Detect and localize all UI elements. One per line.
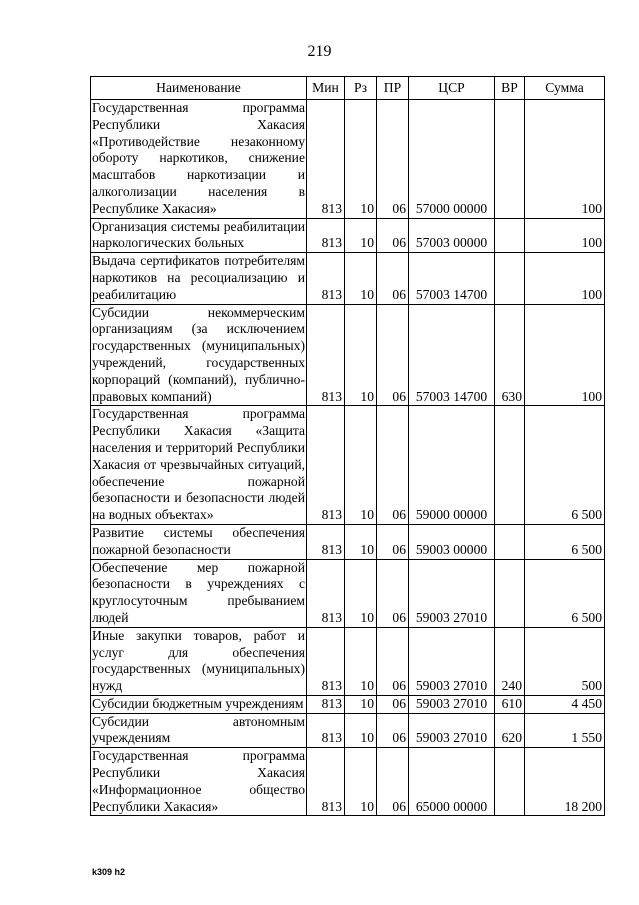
row-sum: 500 <box>525 627 605 695</box>
row-rz: 10 <box>345 713 377 748</box>
row-csr: 57003 00000 <box>409 218 495 253</box>
table-row <box>91 627 605 695</box>
row-pr: 06 <box>377 218 409 253</box>
footer-code: k309 h2 <box>92 867 126 877</box>
row-vr: 630 <box>495 304 525 406</box>
column-header-sum: Сумма <box>525 77 605 100</box>
table-header-row <box>91 77 605 100</box>
row-name: Субсидии автономным учреждениям <box>91 713 307 748</box>
page-number: 219 <box>307 43 332 60</box>
row-rz: 10 <box>345 559 377 627</box>
row-min: 813 <box>307 559 345 627</box>
row-sum: 100 <box>525 304 605 406</box>
row-pr: 06 <box>377 695 409 713</box>
row-sum: 6 500 <box>525 559 605 627</box>
row-name: Организация системы реабилитации наркологических больных <box>91 218 307 253</box>
row-vr: 610 <box>495 695 525 713</box>
row-pr: 06 <box>377 713 409 748</box>
row-csr: 59003 00000 <box>409 524 495 559</box>
row-name: Развитие системы обеспечения пожарной безопасности <box>91 524 307 559</box>
row-sum: 100 <box>525 100 605 219</box>
row-csr: 59000 00000 <box>409 406 495 525</box>
row-pr: 06 <box>377 100 409 219</box>
row-min: 813 <box>307 748 345 816</box>
column-header-min: Мин <box>307 77 345 100</box>
table-row <box>91 406 605 525</box>
row-csr: 57003 14700 <box>409 304 495 406</box>
row-min: 813 <box>307 695 345 713</box>
row-rz: 10 <box>345 406 377 525</box>
row-csr: 59003 27010 <box>409 695 495 713</box>
row-pr: 06 <box>377 524 409 559</box>
row-vr <box>495 100 525 219</box>
table-row <box>91 695 605 713</box>
row-name: Государственная программа Республики Хакасия «Противодействие незаконному обороту наркотиков, снижение масштабов наркотизации и алкоголизации населения в Республике Хакасия» <box>91 100 307 219</box>
row-min: 813 <box>307 218 345 253</box>
row-pr: 06 <box>377 748 409 816</box>
row-csr: 59003 27010 <box>409 559 495 627</box>
table-row <box>91 559 605 627</box>
row-vr: 240 <box>495 627 525 695</box>
row-pr: 06 <box>377 406 409 525</box>
row-rz: 10 <box>345 218 377 253</box>
row-sum: 4 450 <box>525 695 605 713</box>
row-pr: 06 <box>377 559 409 627</box>
row-rz: 10 <box>345 695 377 713</box>
row-vr <box>495 218 525 253</box>
table-row <box>91 218 605 253</box>
row-csr: 65000 00000 <box>409 748 495 816</box>
row-pr: 06 <box>377 253 409 304</box>
table-row <box>91 748 605 816</box>
row-vr <box>495 406 525 525</box>
row-sum: 100 <box>525 253 605 304</box>
row-name: Выдача сертификатов потребителям наркотиков на ресоциализацию и реабилитацию <box>91 253 307 304</box>
row-name: Обеспечение мер пожарной безопасности в учреждениях с круглосуточным пребыванием людей <box>91 559 307 627</box>
column-header-vr: ВР <box>495 77 525 100</box>
row-rz: 10 <box>345 253 377 304</box>
row-min: 813 <box>307 304 345 406</box>
row-name: Государственная программа Республики Хакасия «Защита населения и территорий Республики Хакасия от чрезвычайных ситуаций, обеспечение пожарной безопасности и безопасности людей на водных объектах» <box>91 406 307 525</box>
row-vr <box>495 748 525 816</box>
row-vr <box>495 524 525 559</box>
row-min: 813 <box>307 100 345 219</box>
row-rz: 10 <box>345 304 377 406</box>
column-header-csr: ЦСР <box>409 77 495 100</box>
row-min: 813 <box>307 627 345 695</box>
row-rz: 10 <box>345 524 377 559</box>
row-sum: 6 500 <box>525 406 605 525</box>
table-row <box>91 713 605 748</box>
column-header-pr: ПР <box>377 77 409 100</box>
row-csr: 57003 14700 <box>409 253 495 304</box>
row-rz: 10 <box>345 100 377 219</box>
row-csr: 57000 00000 <box>409 100 495 219</box>
row-min: 813 <box>307 713 345 748</box>
table-row <box>91 304 605 406</box>
row-name: Государственная программа Республики Хакасия «Информационное общество Республики Хакасия» <box>91 748 307 816</box>
row-vr <box>495 559 525 627</box>
table-row <box>91 524 605 559</box>
row-name: Субсидии бюджетным учреждениям <box>91 695 307 713</box>
budget-table <box>90 76 605 816</box>
row-sum: 18 200 <box>525 748 605 816</box>
row-pr: 06 <box>377 627 409 695</box>
row-sum: 100 <box>525 218 605 253</box>
row-min: 813 <box>307 524 345 559</box>
row-min: 813 <box>307 253 345 304</box>
table-row <box>91 253 605 304</box>
row-sum: 6 500 <box>525 524 605 559</box>
row-min: 813 <box>307 406 345 525</box>
row-name: Субсидии некоммерческим организациям (за исключением государственных (муниципальных) учреждений, государственных корпораций (компаний), публично-правовых компаний) <box>91 304 307 406</box>
table-row <box>91 100 605 219</box>
row-csr: 59003 27010 <box>409 627 495 695</box>
row-rz: 10 <box>345 748 377 816</box>
column-header-name: Наименование <box>91 77 307 100</box>
column-header-rz: Рз <box>345 77 377 100</box>
row-name: Иные закупки товаров, работ и услуг для обеспечения государственных (муниципальных) нужд <box>91 627 307 695</box>
row-vr: 620 <box>495 713 525 748</box>
row-sum: 1 550 <box>525 713 605 748</box>
row-rz: 10 <box>345 627 377 695</box>
row-pr: 06 <box>377 304 409 406</box>
row-csr: 59003 27010 <box>409 713 495 748</box>
row-vr <box>495 253 525 304</box>
